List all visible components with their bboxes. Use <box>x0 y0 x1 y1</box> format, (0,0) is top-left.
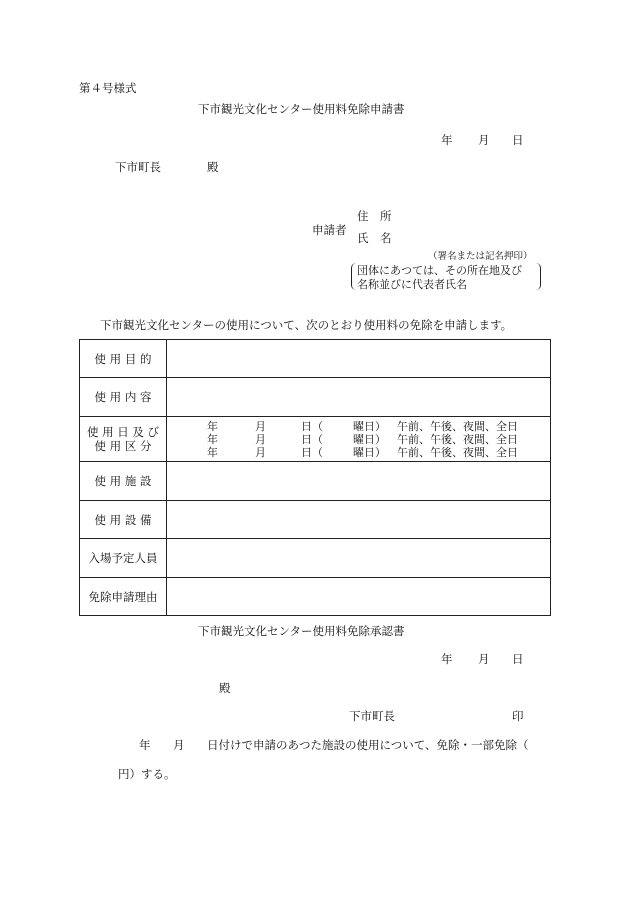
usage-date-label <box>80 417 167 462</box>
form-number: 第４号様式 <box>79 81 137 95</box>
table-row <box>80 462 551 501</box>
address-label: 住 所 <box>357 209 392 223</box>
approval-title: 下市観光文化センター使用料免除承認書 <box>198 624 405 638</box>
purpose-label: 使 用 目 的 <box>80 340 167 378</box>
date-line: 年 月 日（ 曜日） 午前、午後、夜間、全日 <box>207 419 518 433</box>
table-row <box>80 578 551 616</box>
application-table <box>79 339 551 616</box>
application-date-year: 年 <box>441 133 453 147</box>
content-label: 使 用 内 容 <box>80 378 167 417</box>
application-date-month: 月 <box>478 133 490 147</box>
approval-body-line2: 円）する。 <box>118 767 176 781</box>
date-line: 年 月 日（ 曜日） 午前、午後、夜間、全日 <box>207 432 518 446</box>
approval-date-year: 年 <box>441 652 453 666</box>
org-note-line2: 名称並びに代表者氏名 <box>357 278 467 291</box>
approval-honorific: 殿 <box>219 681 231 695</box>
usage-date-label-line2: 使 用 区 分 <box>94 439 152 453</box>
equipment-value[interactable] <box>167 501 551 539</box>
approval-body-text: 日付けで申請のあつた施設の使用について、免除・一部免除（ <box>207 738 529 752</box>
exemption-reason-value[interactable] <box>167 578 551 616</box>
equipment-label: 使 用 設 備 <box>80 501 167 539</box>
org-note-line1: 団体にあつては、その所在地及び <box>357 264 522 277</box>
approval-date-month: 月 <box>478 652 490 666</box>
facility-label: 使 用 施 設 <box>80 462 167 501</box>
approval-body-year: 年 <box>139 738 151 752</box>
addressee-honorific: 殿 <box>207 160 219 174</box>
attendance-label: 入場予定人員 <box>80 539 167 578</box>
name-label: 氏 名 <box>357 231 392 245</box>
application-body: 下市観光文化センターの使用について、次のとおり使用料の免除を申請します。 <box>100 318 513 332</box>
table-row <box>80 539 551 578</box>
application-title: 下市観光文化センター使用料免除申請書 <box>198 102 405 116</box>
addressee: 下市町長 <box>115 160 161 174</box>
exemption-reason-label: 免除申請理由 <box>80 578 167 616</box>
approval-seal: 印 <box>512 709 524 723</box>
purpose-value[interactable] <box>167 340 551 378</box>
content-value[interactable] <box>167 378 551 417</box>
date-line: 年 月 日（ 曜日） 午前、午後、夜間、全日 <box>207 445 518 459</box>
attendance-value[interactable] <box>167 539 551 578</box>
approval-issuer: 下市町長 <box>349 709 395 723</box>
approval-date-day: 日 <box>512 652 524 666</box>
table-row <box>80 417 551 462</box>
usage-date-value[interactable] <box>167 417 551 462</box>
table-row <box>80 378 551 417</box>
facility-value[interactable] <box>167 462 551 501</box>
application-date-day: 日 <box>512 133 524 147</box>
approval-body-month: 月 <box>173 738 185 752</box>
table-row <box>80 501 551 539</box>
seal-note: （署名または記名押印） <box>428 251 533 262</box>
table-row <box>80 340 551 378</box>
applicant-label: 申請者 <box>312 223 347 237</box>
usage-date-label-line1: 使 用 日 及 び <box>86 425 160 439</box>
